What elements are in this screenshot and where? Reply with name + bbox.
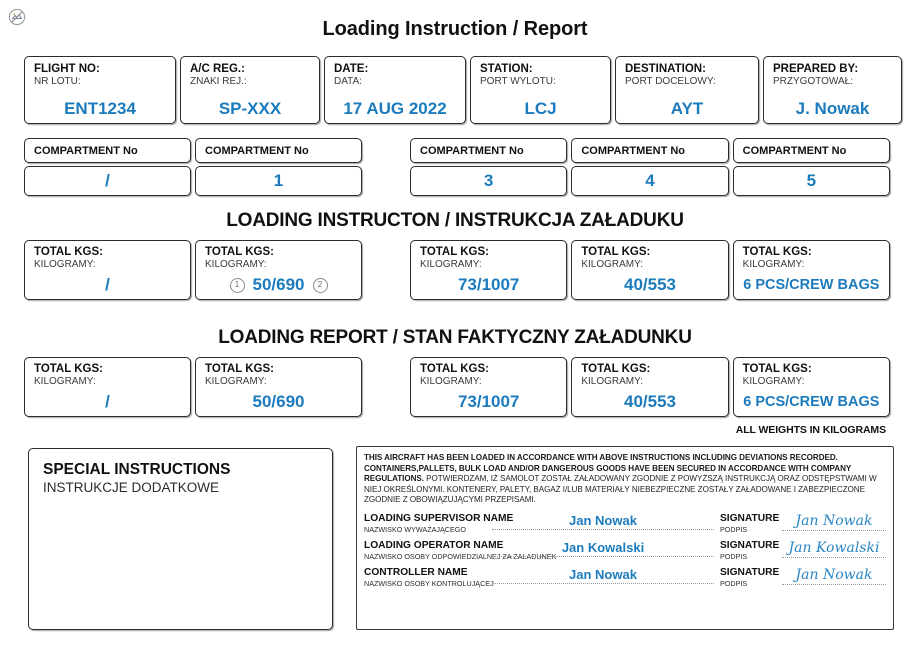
total-kgs-cell (410, 240, 567, 300)
signature-mark-value: Jan Nowak (782, 567, 886, 585)
signature-label-en: SIGNATURE (720, 566, 780, 578)
field-value: AYT (670, 99, 704, 118)
total-kgs-label-pl: KILOGRAMY: (742, 259, 805, 270)
compartment-cell (24, 138, 191, 198)
page-title: Loading Instruction / Report (322, 18, 588, 40)
compartment-value: 1 (195, 166, 362, 196)
compartment-value: / (24, 166, 191, 196)
compartment-header: COMPARTMENT No (733, 138, 890, 163)
total-kgs-cell (195, 240, 362, 300)
field-prepared-by (763, 56, 902, 124)
signature-mark-value: Jan Kowalski (782, 540, 886, 558)
field-label-en: DATE: (334, 63, 369, 75)
signature-mark-value: Jan Nowak (782, 513, 886, 531)
signature-label-pl: PODPIS (720, 578, 748, 588)
signature-name-value: Jan Nowak (492, 514, 714, 530)
total-kgs-label-pl: KILOGRAMY: (205, 259, 267, 270)
total-kgs-label-pl: KILOGRAMY: (205, 376, 267, 387)
field-ac-reg (180, 56, 320, 124)
total-kgs-value: 40/553 (623, 392, 676, 411)
signature-role-pl: NAZWISKO OSOBY KONTROLUJĄCEJ (364, 578, 494, 588)
total-kgs-value: 73/1007 (457, 392, 520, 411)
loading-instruction-group-aft (410, 240, 890, 300)
total-kgs-value: 73/1007 (457, 275, 520, 294)
total-kgs-value-line (205, 275, 352, 295)
section-heading-loading-report: LOADING REPORT / STAN FAKTYCZNY ZAŁADUNKU (218, 327, 692, 348)
total-kgs-value-line (743, 392, 880, 412)
total-kgs-label-pl: KILOGRAMY: (420, 376, 482, 387)
total-kgs-value: 40/553 (623, 275, 676, 294)
signature-label-en: SIGNATURE (720, 539, 780, 551)
total-kgs-label-en: TOTAL KGS: (420, 363, 489, 375)
certification-box (356, 446, 894, 630)
total-kgs-label-en: TOTAL KGS: (34, 363, 103, 375)
total-kgs-value-line (34, 392, 181, 412)
field-label-pl: NR LOTU: (34, 76, 81, 87)
field-label-en: DESTINATION: (625, 63, 706, 75)
signature-name-field[interactable] (492, 540, 714, 557)
total-kgs-value: 50/690 (252, 392, 305, 411)
compartment-group-forward (24, 138, 362, 198)
total-kgs-value-line (581, 275, 718, 295)
total-kgs-value: / (105, 392, 110, 411)
total-kgs-value: 6 PCS/CREW BAGS (743, 277, 880, 293)
compartment-value: 3 (410, 166, 567, 196)
total-kgs-value-line (34, 275, 181, 295)
certification-text-pl: POTWIERDZAM, IŻ SAMOLOT ZOSTAŁ ZAŁADOWANY ZGODNIE Z POWYŻSZĄ INSTRUKCJĄ ORAZ ODSTĘPSTWAMI W NIEJ OKREŚLONYMI. KONTENERY, PALETY, BAGAŻ I/LUB MATERIAŁY NIEBEZPIECZNE ZOSTAŁY ZAŁADOWANE I ZABEZPIECZONE ZGODNIE Z OBOWIĄZUJĄCYMI PRZEPISAMI. (364, 474, 877, 505)
total-kgs-cell (24, 357, 191, 417)
compartment-cell (571, 138, 728, 198)
total-kgs-cell (195, 357, 362, 417)
field-label-pl: PORT WYLOTU: (480, 76, 556, 87)
all-weights-note: ALL WEIGHTS IN KILOGRAMS (735, 424, 886, 436)
field-value: SP-XXX (218, 99, 282, 118)
compartment-value: 5 (733, 166, 890, 196)
loading-instruction-row (24, 240, 890, 300)
field-label-pl: PRZYGOTOWAŁ: (773, 76, 854, 87)
compartment-header: COMPARTMENT No (24, 138, 191, 163)
total-kgs-label-pl: KILOGRAMY: (742, 376, 805, 387)
signature-label (714, 513, 782, 534)
total-kgs-value: 6 PCS/CREW BAGS (743, 394, 880, 410)
total-kgs-label-pl: KILOGRAMY: (581, 259, 644, 270)
certification-text-en: THIS AIRCRAFT HAS BEEN LOADED IN ACCORDANCE WITH ABOVE INSTRUCTIONS INCLUDING DEVIATIONS RECORDED. CONTAINERS,PALLETS, BULK LOAD AND/OR DANGEROUS GOODS HAVE BEEN SECURED IN ACCORDANCE WITH COMPANY REGULATIONS. (364, 453, 852, 484)
field-station (470, 56, 611, 124)
compartment-header: COMPARTMENT No (571, 138, 728, 163)
position-badge-right: 2 (313, 278, 328, 293)
signature-row (364, 567, 886, 588)
total-kgs-label-en: TOTAL KGS: (581, 246, 651, 258)
compartment-cell (410, 138, 567, 198)
field-value: LCJ (524, 99, 557, 118)
special-instructions-title-en: SPECIAL INSTRUCTIONS (43, 461, 231, 478)
total-kgs-value-line (420, 275, 557, 295)
field-label-en: FLIGHT NO: (34, 63, 100, 75)
compartment-row (24, 138, 890, 198)
signature-label (714, 567, 782, 588)
total-kgs-label-pl: KILOGRAMY: (34, 259, 96, 270)
total-kgs-label-pl: KILOGRAMY: (420, 259, 482, 270)
total-kgs-cell (571, 357, 728, 417)
total-kgs-label-en: TOTAL KGS: (581, 363, 651, 375)
signature-role (364, 567, 492, 588)
total-kgs-label-pl: KILOGRAMY: (34, 376, 96, 387)
signature-role (364, 512, 514, 534)
field-label-en: A/C REG.: (190, 63, 245, 75)
compartment-header: COMPARTMENT No (410, 138, 567, 163)
field-label-en: STATION: (480, 63, 533, 75)
loading-report-row (24, 357, 890, 417)
field-value: ENT1234 (64, 99, 136, 118)
field-destination (615, 56, 759, 124)
signature-role-pl: NAZWISKO WYWAŻAJĄCEGO (364, 524, 466, 534)
signature-label-pl: PODPIS (720, 551, 748, 561)
compartment-value: 4 (571, 166, 728, 196)
field-date (324, 56, 466, 124)
total-kgs-value-line (581, 392, 718, 412)
signature-role-en: LOADING OPERATOR NAME (364, 539, 504, 551)
total-kgs-value-line (420, 392, 557, 412)
signature-mark-field[interactable] (782, 513, 886, 531)
signature-role (364, 539, 557, 561)
compartment-group-aft (410, 138, 890, 198)
total-kgs-value-line (205, 392, 352, 412)
field-label-pl: DATA: (334, 76, 362, 87)
header-info-row (24, 56, 890, 124)
total-kgs-label-en: TOTAL KGS: (34, 246, 103, 258)
total-kgs-label-en: TOTAL KGS: (742, 363, 812, 375)
total-kgs-value: / (105, 275, 110, 294)
total-kgs-cell (733, 357, 890, 417)
signature-label (714, 540, 782, 561)
signature-role-en: LOADING SUPERVISOR NAME (364, 512, 514, 524)
signature-name-field[interactable] (492, 567, 714, 584)
signature-row (364, 540, 886, 561)
compartment-cell (733, 138, 890, 198)
field-flight-no (24, 56, 176, 124)
signature-name-value: Jan Nowak (492, 568, 714, 584)
signature-role-en: CONTROLLER NAME (364, 566, 468, 578)
loading-report-group-forward (24, 357, 362, 417)
signature-mark-field[interactable] (782, 540, 886, 558)
loading-report-group-aft (410, 357, 890, 417)
field-value: 17 AUG 2022 (343, 99, 447, 118)
certification-text (364, 453, 886, 506)
total-kgs-label-en: TOTAL KGS: (205, 363, 274, 375)
signature-name-value: Jan Kowalski (492, 541, 714, 557)
signature-row (364, 513, 886, 534)
total-kgs-label-en: TOTAL KGS: (420, 246, 489, 258)
signature-table (364, 513, 886, 588)
field-label-pl: PORT DOCELOWY: (625, 76, 716, 87)
field-label-en: PREPARED BY: (773, 63, 859, 75)
special-instructions-title-pl: INSTRUKCJE DODATKOWE (43, 480, 220, 495)
signature-mark-field[interactable] (782, 567, 886, 585)
signature-label-pl: PODPIS (720, 524, 748, 534)
total-kgs-value: 50/690 (252, 275, 305, 294)
total-kgs-cell (24, 240, 191, 300)
total-kgs-label-pl: KILOGRAMY: (581, 376, 644, 387)
field-value: J. Nowak (795, 99, 870, 118)
section-heading-loading-instruction: LOADING INSTRUCTON / INSTRUKCJA ZAŁADUKU (226, 210, 684, 231)
total-kgs-label-en: TOTAL KGS: (205, 246, 274, 258)
total-kgs-cell (733, 240, 890, 300)
special-instructions-box (28, 448, 333, 630)
total-kgs-cell (410, 357, 567, 417)
loading-instruction-group-forward (24, 240, 362, 300)
signature-role-pl: NAZWISKO OSOBY ODPOWIEDZIALNEJ ZA ZAŁADUNEK (364, 551, 557, 561)
compartment-header: COMPARTMENT No (195, 138, 362, 163)
signature-label-en: SIGNATURE (720, 512, 780, 524)
field-label-pl: ZNAKI REJ.: (190, 76, 247, 87)
total-kgs-cell (571, 240, 728, 300)
compartment-cell (195, 138, 362, 198)
total-kgs-value-line (743, 275, 880, 295)
total-kgs-label-en: TOTAL KGS: (742, 246, 812, 258)
signature-name-field[interactable] (492, 513, 714, 530)
position-badge-left: 1 (230, 278, 245, 293)
